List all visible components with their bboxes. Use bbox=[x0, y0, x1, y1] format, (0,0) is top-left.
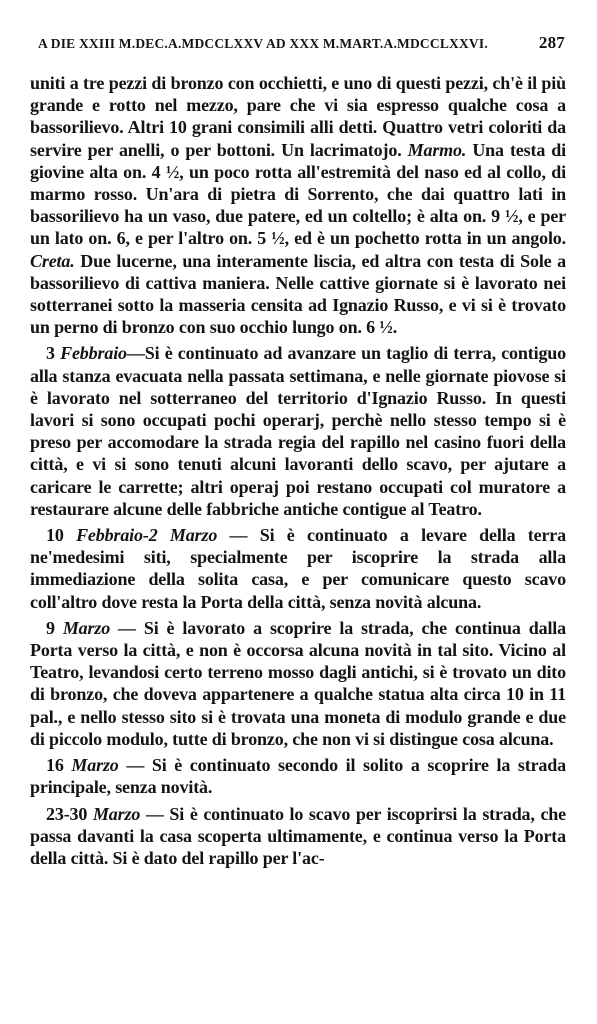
italic-text: Marzo bbox=[71, 755, 119, 776]
text-run: — Si è continuato secondo il solito a scoprire la strada principale, senza novità. bbox=[30, 755, 566, 798]
paragraph bbox=[30, 72, 566, 338]
italic-text: Febbraio bbox=[60, 343, 127, 364]
paragraph bbox=[30, 754, 566, 798]
paragraph bbox=[30, 617, 566, 750]
page-number: 287 bbox=[538, 33, 565, 52]
text-run: — Si è continuato lo scavo per iscoprirsi la strada, che passa davanti la casa scoperta ultimamente, e continua verso la Porta della città. Si è dato del rapillo per l'ac- bbox=[30, 803, 566, 868]
italic-text: Marzo bbox=[92, 803, 141, 824]
text-run: uniti a tre pezzi di bronzo con occhietti, e uno di questi pezzi, ch'è il più grande e rotto nel mezzo, pare che vi sia espresso qualche cosa a bassorilievo. Altri 10 grani consimili alli detti. Quattro vetri coloriti da servire per anelli, o per bottoni. Un lacrimatojo. bbox=[30, 73, 566, 160]
paragraph bbox=[30, 342, 566, 520]
running-title: A DIE XXIII M.DEC.A.MDCCLXXV AD XXX M.MART.A.MDCCLXXVI. bbox=[38, 36, 488, 51]
text-run: 3 bbox=[46, 343, 61, 364]
paragraph bbox=[30, 524, 566, 613]
paragraph bbox=[30, 803, 566, 870]
text-run: 16 bbox=[46, 755, 72, 776]
text-run: 10 bbox=[46, 525, 77, 546]
text-run: 23-30 bbox=[46, 803, 93, 824]
italic-text: Marmo. bbox=[407, 139, 467, 160]
text-run: 9 bbox=[46, 617, 63, 638]
italic-text: Creta. bbox=[30, 250, 75, 271]
italic-text: Febbraio-2 Marzo bbox=[76, 525, 218, 546]
text-run: — Si è continuato a levare della terra ne'medesimi siti, specialmente per iscoprire la strada alla immediazione della solita casa, e per comunicare questo scavo coll'altro dove resta la Porta della città, senza novità alcuna. bbox=[30, 525, 566, 612]
text-run: Due lucerne, una interamente liscia, ed altra con testa di Sole a bassorilievo di cattiva maniera. Nelle cattive giornate si è lavorato nei sotterranei sotto la masseria censita ad Ignazio Russo, e vi si è trovato un perno di bronzo con suo occhio lungo on. 6 ½. bbox=[30, 250, 566, 338]
text-run: —Si è continuato ad avanzare un taglio di terra, contiguo alla stanza evacuata nella passata settimana, e nelle giornate piovose si è lavorato nel sotterraneo del territorio d'Ignazio Russo. In questi lavori si sono occupati pochi operarj, perchè nello stesso tempo si è preso per accomodare la strada regia del rapillo nel casino fuori della città, e vi si sono tenuti alcuni lavoranti dello scavo, per ajutare a caricare le carrette; altri operaj poi restano occupati col muratore a restaurare alcune delle fabbriche antiche contigue al Teatro. bbox=[30, 343, 567, 519]
italic-text: Marzo bbox=[62, 617, 111, 638]
body-text bbox=[30, 72, 566, 869]
text-run: — Si è lavorato a scoprire la strada, che continua dalla Porta verso la città, e non è occorsa alcuna novità in tal sito. Vicino al Teatro, levandosi certo terreno mosso dagli antichi, si è trovato un dito di bronzo, che doveva appartenere a qualche statua alta circa 10 in 11 pal., e nello stesso sito si è trovata una moneta di modulo grande e due di piccolo modulo, tutte di bronzo, che non vi si distingue cosa alcuna. bbox=[30, 617, 566, 749]
text-run: Una testa di giovine alta on. 4 ½, un poco rotta all'estremità del naso ed al collo, di marmo rosso. Un'ara di pietra di Sorrento, che dai quattro lati in bassorilievo ha un vaso, due patere, ed un coltello; è alta on. 9 ½, e per un lato on. 6, e per l'altro on. 5 ½, ed è un pochetto rotta in un angolo. bbox=[30, 139, 566, 249]
